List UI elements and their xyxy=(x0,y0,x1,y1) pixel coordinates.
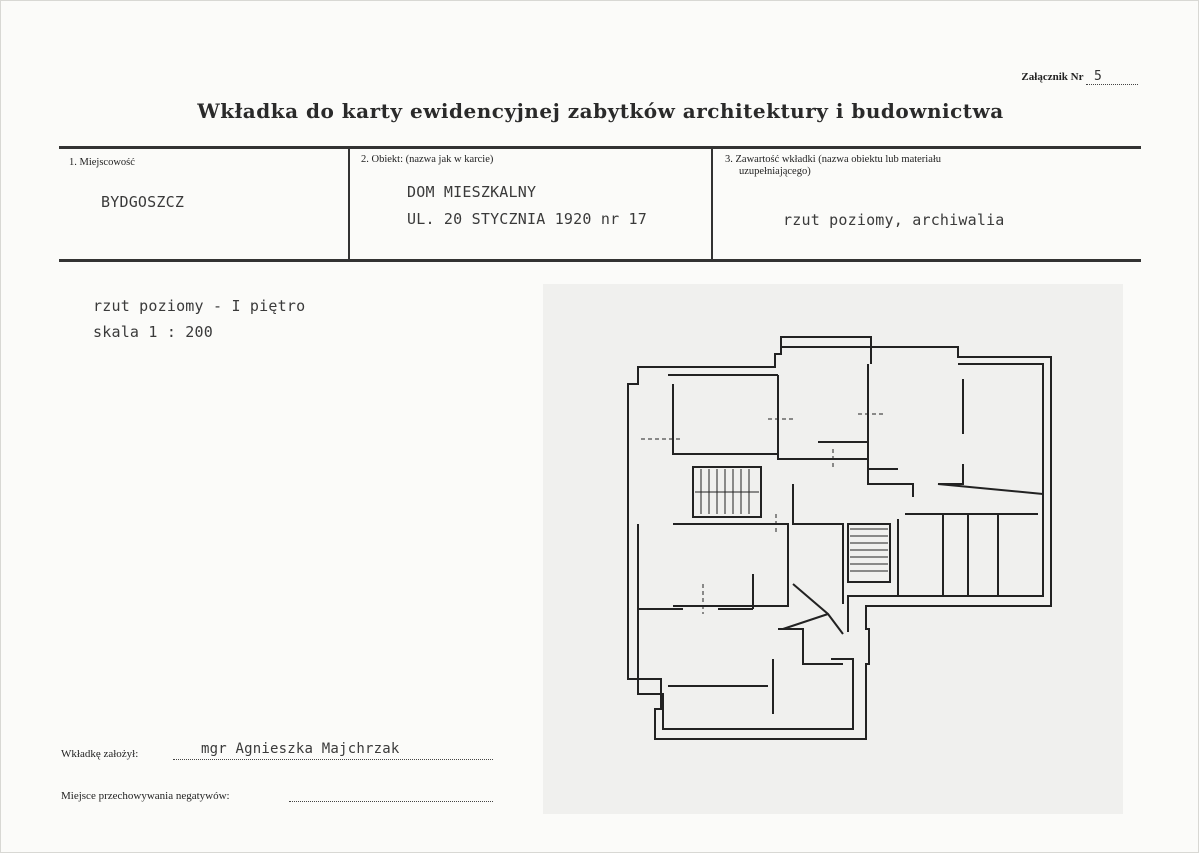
contents-value: rzut poziomy, archiwalia xyxy=(783,211,1005,229)
annex-label: Załącznik Nr xyxy=(1021,71,1084,83)
drawing-caption: rzut poziomy - I piętro xyxy=(93,297,306,315)
object-line-2: UL. 20 STYCZNIA 1920 nr 17 xyxy=(407,210,647,228)
plan-inner-wall xyxy=(638,347,1043,729)
negatives-label: Miejsce przechowywania negatywów: xyxy=(61,790,230,802)
locality-value: BYDGOSZCZ xyxy=(101,193,185,211)
header-rule-bottom xyxy=(59,259,1141,262)
annex-number xyxy=(1021,69,1138,85)
annex-value: 5 xyxy=(1086,69,1138,85)
stair-treads-north xyxy=(695,469,759,514)
contents-label-2: uzupełniającego) xyxy=(739,166,811,177)
object-line-1: DOM MIESZKALNY xyxy=(407,183,537,201)
field-divider-2 xyxy=(711,149,713,259)
floor-plan-drawing xyxy=(543,284,1123,814)
stair-treads-east xyxy=(850,529,888,571)
header-rule-top xyxy=(59,146,1141,149)
negatives-line xyxy=(289,787,493,802)
field-divider-1 xyxy=(348,149,350,259)
author-label: Wkładkę założył: xyxy=(61,748,139,760)
contents-label-1: 3. Zawartość wkładki (nazwa obiektu lub materiału xyxy=(725,154,942,165)
author-value: mgr Agnieszka Majchrzak xyxy=(201,741,400,757)
object-label: 2. Obiekt: (nazwa jak w karcie) xyxy=(361,154,494,165)
drawing-scale: skala 1 : 200 xyxy=(93,323,213,341)
plan-outer-wall xyxy=(628,337,1051,739)
page-title: Wkładka do karty ewidencyjnej zabytków architektury i budownictwa xyxy=(197,99,1004,123)
floor-plan-photo xyxy=(543,284,1123,814)
staircase-east xyxy=(848,524,890,582)
locality-label: 1. Miejscowość xyxy=(69,157,135,168)
